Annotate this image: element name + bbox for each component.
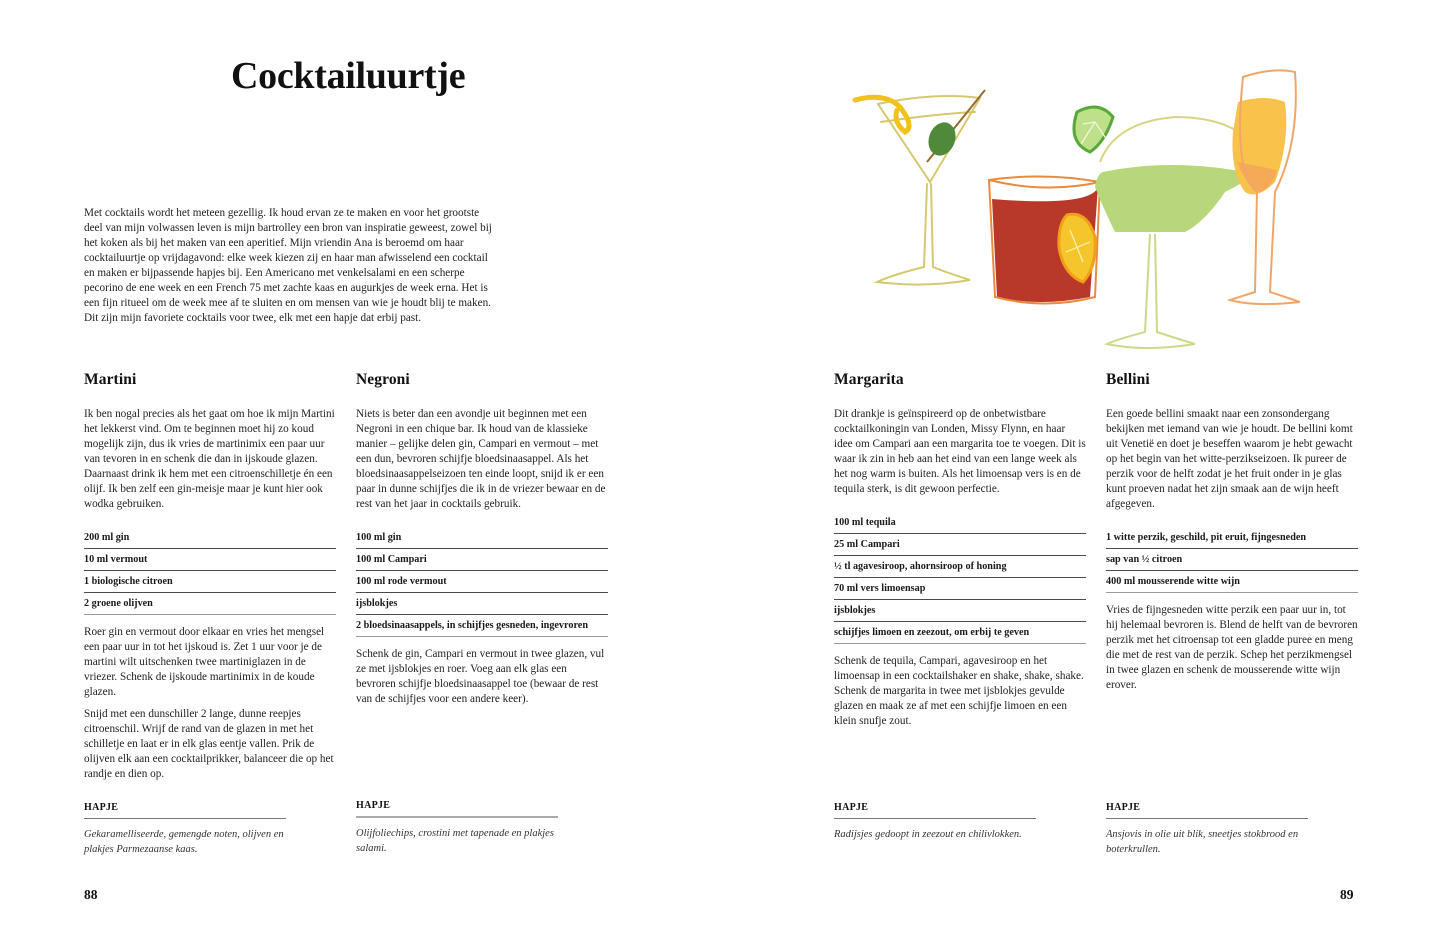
method-step: Schenk de gin, Campari en vermout in twee glazen, vul ze met ijsblokjes en roer. Voeg aan elk glas een bevroren schijfje bloedsinaasappel toe (bewaar de rest van de schijfjes voor een andere keer).	[356, 648, 605, 705]
ingredient-list	[84, 527, 336, 615]
bellini-glass-icon	[1230, 70, 1300, 304]
recipe-method	[356, 647, 608, 707]
ingredient: 100 ml rode vermout	[356, 571, 608, 593]
recipe-title: Margarita	[834, 371, 904, 388]
ingredient: 1 biologische citroen	[84, 571, 336, 593]
ingredient: 100 ml tequila	[834, 512, 1086, 534]
hapje-text: Gekaramelliseerde, gemengde noten, olijven en plakjes Parmezaanse kaas.	[84, 829, 284, 855]
recipe-title: Martini	[84, 371, 137, 388]
ingredient: ½ tl agavesiroop, ahornsiroop of honing	[834, 556, 1086, 578]
ingredient-list	[1106, 527, 1358, 593]
ingredient: schijfjes limoen en zeezout, om erbij te geven	[834, 622, 1086, 644]
recipe-description: Een goede bellini smaakt naar een zonsondergang bekijken met iemand van wie je houdt. De bellini komt uit Venetië en doet je beseffen waarom je hebt gewacht op het begin van het witte-perzikseizoen. Ik pureer de perzik voor de helft zodat je het fruit onder in je glas kunt proeven nadat het zijn smaak aan de wijn heeft afgegeven.	[1106, 408, 1353, 510]
recipe-martini	[84, 371, 336, 789]
method-step: Snijd met een dunschiller 2 lange, dunne reepjes citroenschil. Wrijf de rand van de glazen in met het schilletje en laat er in elk glas eentje vallen. Prik de olijven elk aan een cocktailprikker, balanceer die op het randje en dien op.	[84, 708, 334, 780]
ingredient: ijsblokjes	[356, 593, 608, 615]
recipe-description: Dit drankje is geïnspireerd op de onbetwistbare cocktailkoningin van Londen, Missy Flynn, en haar idee om Campari aan een margarita toe te voegen. Dit is waar ik zin in heb aan het eind van een lange week als het nog warm is buiten. Als het limoensap vers is en de tequila sterk, is dit gewoon perfectie.	[834, 408, 1086, 495]
ingredient: sap van ½ citroen	[1106, 549, 1358, 571]
ingredient-list	[356, 527, 608, 637]
recipe-title: Bellini	[1106, 371, 1150, 388]
recipe-description: Niets is beter dan een avondje uit beginnen met een Negroni in een chique bar. Ik houd van de klassieke manier – gelijke delen gin, Campari en vermout – met een dun, bevroren schijfje bloedsinaasappel. Als het bloedsinaasappelseizoen ten einde loopt, snijd ik er een paar in dunne schijfjes die ik in de vriezer bewaar en de rest van het jaar in cocktails gebruik.	[356, 408, 606, 510]
recipe-method	[84, 625, 336, 782]
hapje-label: HAPJE	[834, 802, 1036, 819]
ingredient: 2 groene olijven	[84, 593, 336, 615]
recipe-bellini	[1106, 371, 1358, 700]
hapje-text: Radijsjes gedoopt in zeezout en chilivlokken.	[834, 829, 1022, 840]
hapje-negroni	[356, 800, 558, 856]
ingredient-list	[834, 512, 1086, 644]
method-step: Roer gin en vermout door elkaar en vries het mengsel een paar uur in tot het ijskoud is. Zet 1 uur voor je de martini wilt uitschenken twee martiniglazen in de vriezer. Schenk de ijskoude martinimix in de koude glazen.	[84, 626, 325, 698]
hapje-label: HAPJE	[1106, 802, 1308, 819]
hapje-label: HAPJE	[84, 802, 286, 819]
ingredient: 200 ml gin	[84, 527, 336, 549]
ingredient: 100 ml Campari	[356, 549, 608, 571]
method-step: Vries de fijngesneden witte perzik een paar uur in, tot hij helemaal bevroren is. Blend de helft van de bevroren perzik met het citroensap tot een gladde puree en meng die met de rest van de perzik. Schep het perzikmengsel in twee glazen en schenk de mousserende witte wijn erover.	[1106, 604, 1358, 691]
martini-glass-icon	[877, 96, 980, 285]
recipe-margarita	[834, 371, 1086, 736]
ingredient: 70 ml vers limoensap	[834, 578, 1086, 600]
recipe-method	[1106, 603, 1358, 693]
ingredient: 10 ml vermout	[84, 549, 336, 571]
ingredient: 100 ml gin	[356, 527, 608, 549]
hapje-text: Ansjovis in olie uit blik, sneetjes stokbrood en boterkrullen.	[1106, 829, 1299, 855]
page-number: 88	[84, 887, 98, 902]
hapje-martini	[84, 802, 286, 857]
page-number: 89	[1340, 887, 1354, 902]
ingredient: 400 ml mousserende witte wijn	[1106, 571, 1358, 593]
hapje-bellini	[1106, 802, 1308, 857]
hapje-text: Olijfoliechips, crostini met tapenade en plakjes salami.	[356, 828, 554, 854]
ingredient: 2 bloedsinaasappels, in schijfjes gesneden, ingevroren	[356, 615, 608, 637]
recipe-negroni	[356, 371, 608, 714]
recipe-title: Negroni	[356, 371, 410, 388]
recipe-method	[834, 654, 1086, 729]
recipe-description: Ik ben nogal precies als het gaat om hoe ik mijn Martini het lekkerst vind. Om te beginnen moet hij zo koud mogelijk zijn, dus ik vries de martinimix een paar uur van tevoren in en schenk die dan in ijskoude glazen. Daarnaast drink ik hem met een citroenschilletje én een olijf. Ik ben zelf een gin-meisje maar je kunt hier ook wodka gebruiken.	[84, 408, 335, 510]
ingredient: 1 witte perzik, geschild, pit eruit, fijngesneden	[1106, 527, 1358, 549]
ingredient: ijsblokjes	[834, 600, 1086, 622]
ingredient: 25 ml Campari	[834, 534, 1086, 556]
hapje-label: HAPJE	[356, 800, 558, 818]
cocktail-illustration	[845, 62, 1320, 352]
intro-paragraph: Met cocktails wordt het meteen gezellig. Ik houd ervan ze te maken en voor het grootste deel van mijn volwassen leven is mijn bartrolley een bron van inspiratie geweest, zowel bij het koken als bij het maken van een aperitief. Mijn vriendin Ana is beroemd om haar cocktailuurtje op vrijdagavond: elke week kiezen zij en haar man afwisselend een cocktail en maken er bijpassende hapjes bij. Een Americano met venkelsalami en een scherpe pecorino de ene week en een French 75 met zachte kaas en augurkjes de week erna. Het is een fijn ritueel om de week mee af te sluiten en om mensen van wie je houdt blij te maken. Dit zijn mijn favoriete cocktails voor twee, elk met een hapje dat erbij past.	[84, 207, 492, 324]
method-step: Schenk de tequila, Campari, agavesiroop en het limoensap in een cocktailshaker en shake, shake, shake. Schenk de margarita in twee met ijsblokjes gevulde glazen en maak ze af met een schijfje limoen en een klein snufje zout.	[834, 655, 1084, 727]
hapje-margarita	[834, 802, 1036, 842]
page-title: Cocktailuurtje	[231, 55, 466, 97]
negroni-glass-icon	[989, 176, 1100, 303]
